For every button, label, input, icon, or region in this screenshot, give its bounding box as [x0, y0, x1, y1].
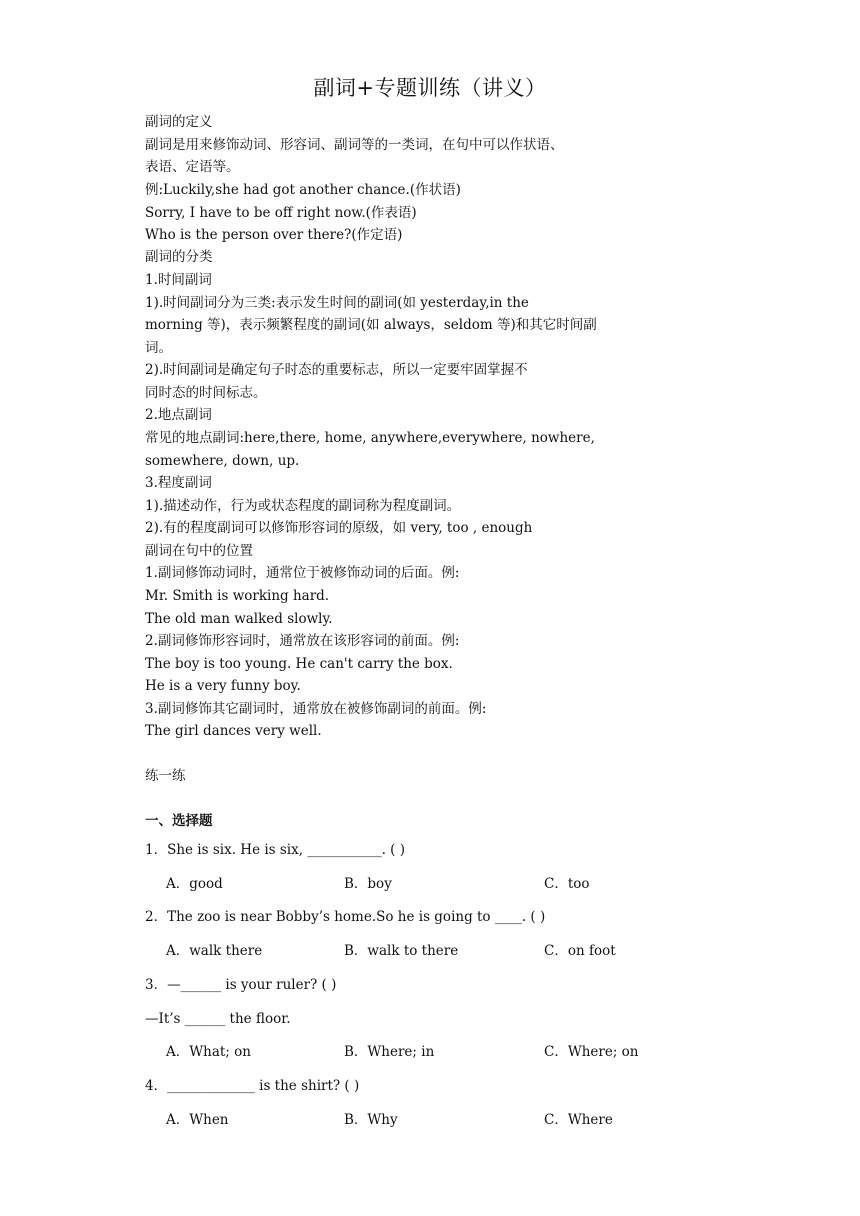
section-heading-position: 副词在句中的位置: [145, 543, 253, 559]
option-a[interactable]: A．When: [166, 1112, 229, 1128]
example-line: The girl dances very well.: [145, 723, 322, 739]
document-title: 副词+专题训练（讲义）: [313, 76, 547, 100]
example-line: The boy is too young. He can't carry the box.: [145, 656, 453, 672]
text-line: morning 等)，表示频繁程度的副词(如 always，seldom 等)和其它时间副: [145, 317, 597, 333]
text-line: 同时态的时间标志。: [145, 385, 267, 401]
text-line: 2).有的程度副词可以修饰形容词的原级，如 very, too , enough: [145, 520, 533, 536]
text-line: 表语、定语等。: [145, 159, 240, 175]
section-heading-definition: 副词的定义: [145, 114, 213, 130]
option-a[interactable]: A．good: [166, 876, 223, 892]
question-stem: 1．She is six. He is six, ___________. ( ): [145, 842, 405, 858]
text-line: somewhere, down, up.: [145, 453, 300, 469]
question-stem: 2．The zoo is near Bobby’s home.So he is going to ____. ( ): [145, 909, 546, 925]
option-c[interactable]: C．on foot: [544, 943, 616, 959]
example-line: He is a very funny boy.: [145, 678, 301, 694]
example-line: 例:Luckily,she had got another chance.(作状语): [145, 182, 461, 198]
option-c[interactable]: C．Where: [544, 1112, 613, 1128]
example-line: Who is the person over there?(作定语): [145, 227, 403, 243]
section-heading-classification: 副词的分类: [145, 249, 213, 265]
text-line: 词。: [145, 340, 172, 356]
choice-section-heading: 一、选择题: [145, 813, 213, 829]
subheading-degree-adverb: 3.程度副词: [145, 475, 212, 491]
text-line: 1.副词修饰动词时，通常位于被修饰动词的后面。例:: [145, 565, 460, 581]
option-c[interactable]: C．Where; on: [544, 1044, 639, 1060]
text-line: 2).时间副词是确定句子时态的重要标志，所以一定要牢固掌握不: [145, 362, 528, 378]
option-b[interactable]: B．boy: [344, 876, 392, 892]
option-b[interactable]: B．walk to there: [344, 943, 459, 959]
subheading-time-adverb: 1.时间副词: [145, 272, 212, 288]
question-stem-continued: —It’s ______ the floor.: [145, 1011, 291, 1027]
subheading-place-adverb: 2.地点副词: [145, 407, 212, 423]
practice-heading: 练一练: [145, 768, 186, 784]
question-stem: 3．—______ is your ruler? ( ): [145, 977, 337, 993]
option-c[interactable]: C．too: [544, 876, 590, 892]
example-line: Mr. Smith is working hard.: [145, 588, 330, 604]
example-line: The old man walked slowly.: [145, 611, 333, 627]
option-a[interactable]: A．walk there: [166, 943, 263, 959]
example-line: Sorry, I have to be off right now.(作表语): [145, 205, 417, 221]
text-line: 副词是用来修饰动词、形容词、副词等的一类词，在句中可以作状语、: [145, 137, 564, 153]
question-stem: 4．_____________ is the shirt? ( ): [145, 1078, 360, 1094]
option-a[interactable]: A．What; on: [166, 1044, 251, 1060]
text-line: 常见的地点副词:here,there, home, anywhere,everywhere, nowhere,: [145, 430, 595, 446]
option-b[interactable]: B．Why: [344, 1112, 398, 1128]
text-line: 3.副词修饰其它副词时，通常放在被修饰副词的前面。例:: [145, 701, 487, 717]
text-line: 2.副词修饰形容词时，通常放在该形容词的前面。例:: [145, 633, 460, 649]
text-line: 1).时间副词分为三类:表示发生时间的副词(如 yesterday,in the: [145, 295, 529, 311]
text-line: 1).描述动作，行为或状态程度的副词称为程度副词。: [145, 498, 461, 514]
option-b[interactable]: B．Where; in: [344, 1044, 435, 1060]
